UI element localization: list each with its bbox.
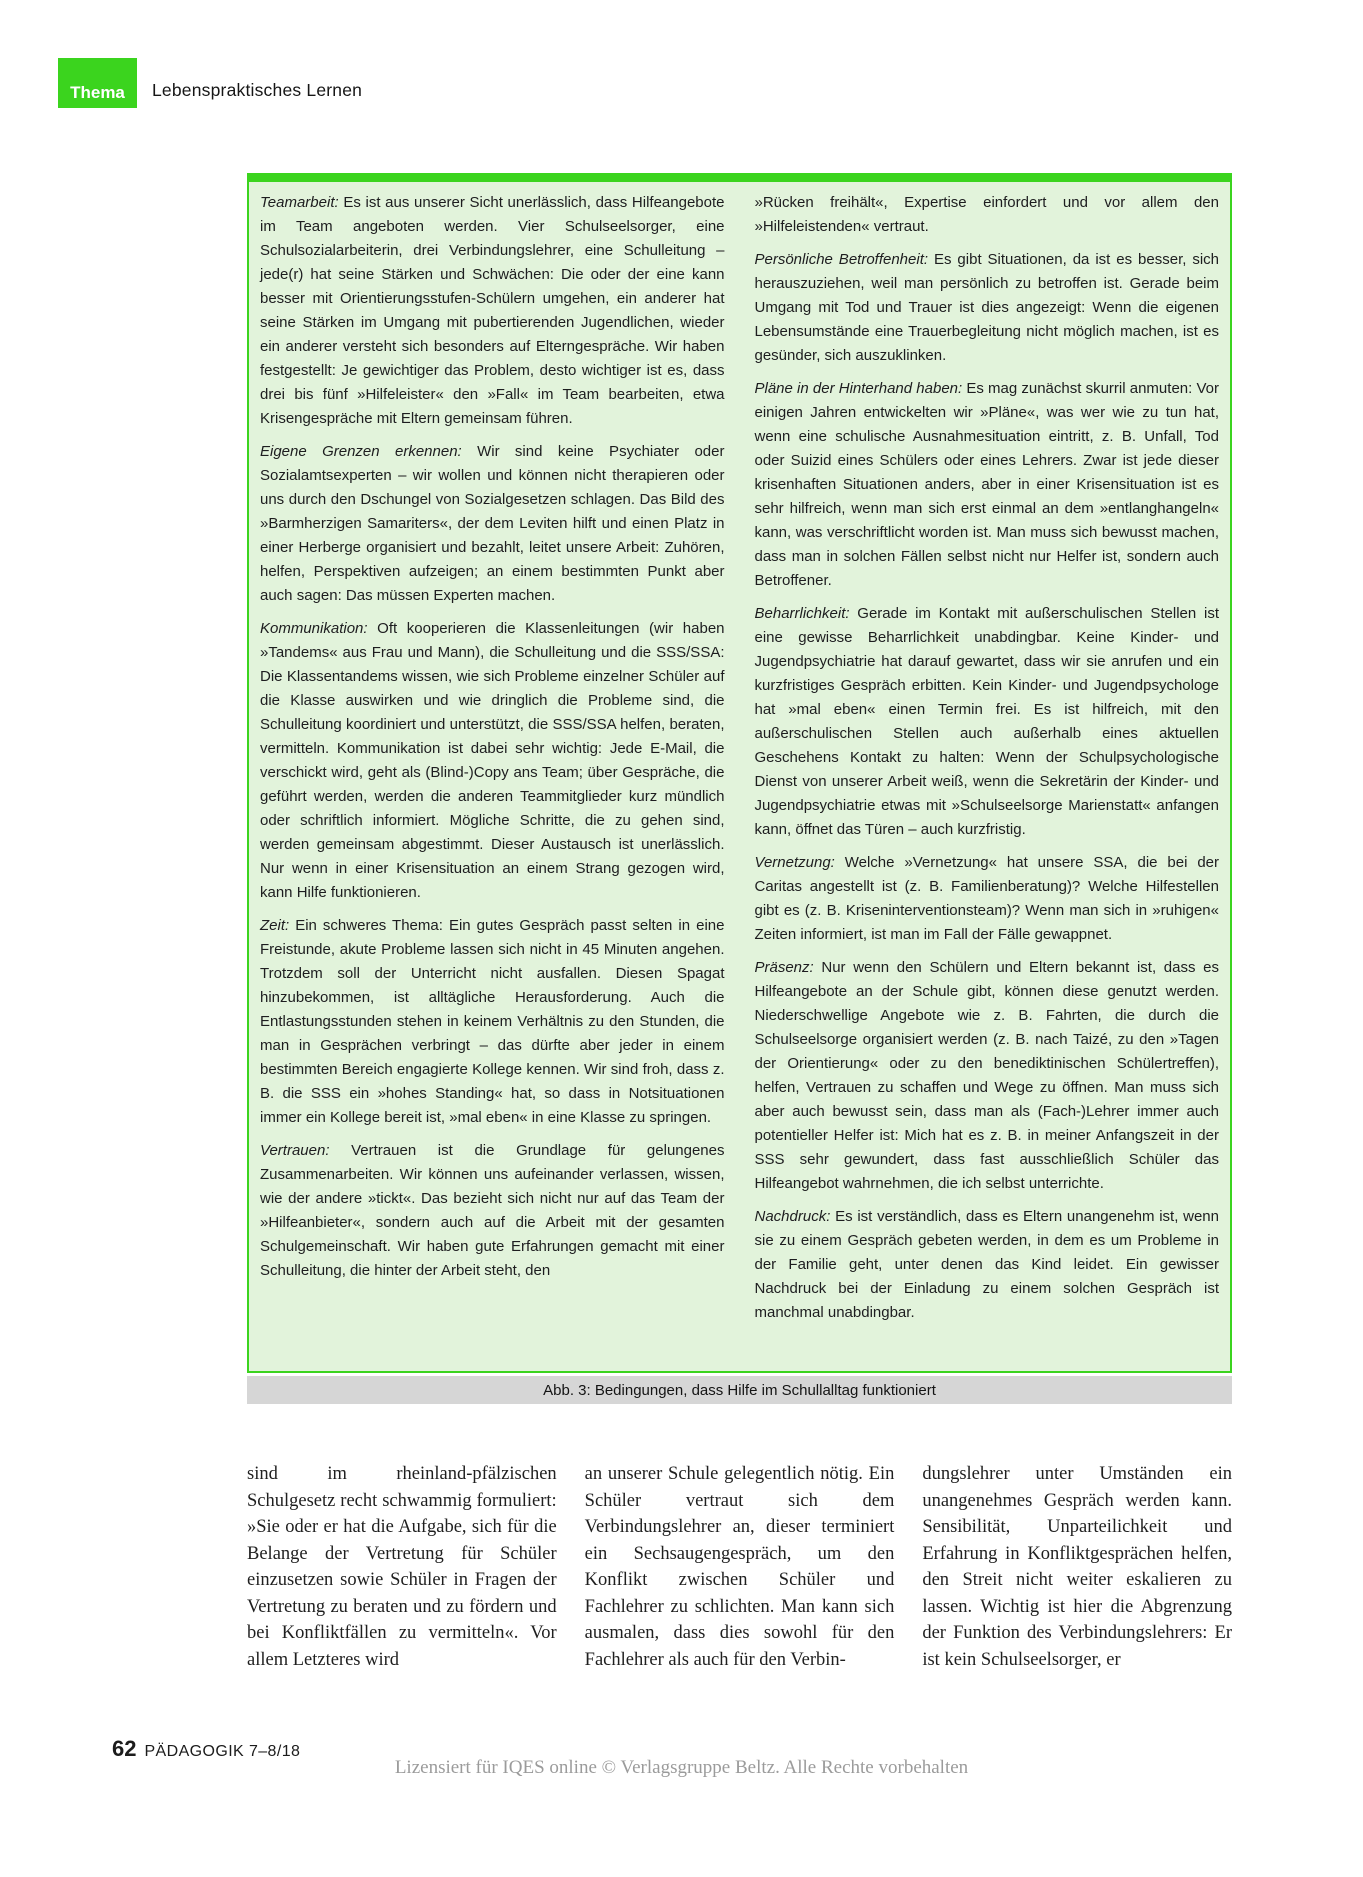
paragraph-text: Ein schweres Thema: Ein gutes Gespräch passt selten in eine Freistunde, akute Probleme lassen sich nicht in 45 Minuten angehen. Trotzdem soll der Unterricht nicht ausfallen. Diesen Spagat hinzubekommen, ist alltägliche Herausforderung. Auch die Entlastungsstunden stehen in keinem Verhältnis zu den Stunden, die man in Gesprächen verbringt – das dürfte aber jeder in einem bestimmten Bereich engagierte Kollege kennen. Wir sind froh, dass z. B. die SSS ein »hohes Standing« hat, so dass in Notsituationen immer ein Kollege bereit ist, »mal eben« in eine Klasse zu springen. <box>260 917 725 1126</box>
paragraph-text: Welche »Vernetzung« hat unsere SSA, die bei der Caritas angestellt ist (z. B. Familienberatung)? Welche Hilfestellen gibt es (z. B. Kriseninterventionsteam)? Wenn man sich in »ruhigen« Zeiten informiert, ist man im Fall der Fälle gewappnet. <box>754 854 1220 943</box>
thema-badge-label: Thema <box>70 83 125 102</box>
infobox-paragraph <box>755 377 1220 593</box>
info-box <box>247 173 1232 1373</box>
paragraph-lead: Vertrauen: <box>260 1142 352 1159</box>
info-box-left-column <box>260 191 725 1365</box>
page-title: Lebenspraktisches Lernen <box>152 80 363 100</box>
paragraph-lead: Zeit: <box>260 917 296 934</box>
paragraph-text: Nur wenn den Schülern und Eltern bekannt ist, dass es Hilfeangebote an der Schule gibt, können diese genutzt werden. Niederschwellige Angebote wie z. B. Fahrten, die durch die Schulseelsorge organisiert werden (z. B. nach Taizé, zu den »Tagen der Orientierung« oder zu den benediktinischen Schülertreffen), helfen, Vertrauen zu schaffen und Wege zu öffnen. Man muss sich aber auch bewusst sein, dass man als (Fach-)Lehrer immer auch potentieller Helfer ist: Mich hat es z. B. in meiner Anfangszeit in der SSS sehr gewundert, dass fast ausschließlich Schüler das Hilfeangebot wahrnehmen, die ich selbst unterrichte. <box>754 959 1219 1192</box>
paragraph-lead: Teamarbeit: <box>260 194 344 211</box>
paragraph-text: Es ist verständlich, dass es Eltern unangenehm ist, wenn sie zu einem Gespräch gebeten werden, in dem es um Probleme in der Familie geht, unter denen das Kind leidet. Ein gewisser Nachdruck bei der Einladung zu einem solchen Gespräch ist manchmal unabdingbar. <box>754 1208 1219 1321</box>
journal-issue-label: PÄDAGOGIK 7–8/18 <box>144 1743 301 1760</box>
paragraph-lead: Vernetzung: <box>754 854 845 871</box>
infobox-paragraph <box>260 1139 725 1283</box>
paragraph-lead: Persönliche Betroffenheit: <box>754 251 934 268</box>
article-column-1: sind im rheinland-pfälzischen Schulgesetz recht schwammig formuliert: »Sie oder er hat die Aufgabe, sich für die Belange der Vertretung für Schüler einzusetzen sowie Schüler in Fragen der Vertretung zu beraten und zu fördern und bei Konfliktfällen zu vermitteln«. Vor allem Letzteres wird <box>247 1464 557 1670</box>
paragraph-lead: Kommunikation: <box>260 620 378 637</box>
paragraph-text: Es gibt Situationen, da ist es besser, sich herauszuziehen, weil man persönlich zu betroffen ist. Gerade beim Umgang mit Tod und Trauer ist dies angezeigt: Wenn die eigenen Lebensumstände eine Trauerbegleitung nicht möglich machen, ist es gesünder, sich auszuklinken. <box>754 251 1220 364</box>
paragraph-text: Gerade im Kontakt mit außerschulischen Stellen ist eine gewisse Beharrlichkeit unabdingbar. Keine Kinder- und Jugendpsychiatrie hat darauf gewartet, dass wir sie anrufen und ein kurzfristiges Gespräch erbitten. Kein Kinder- und Jugendpsychologe hat »mal eben« einen Termin frei. Es ist hilfreich, mit den außerschulischen Stellen auch außerhalb eines aktuellen Geschehens Kontakt zu halten: Wenn der Schulpsychologische Dienst von unserer Arbeit weiß, wenn die Sekretärin der Kinder- und Jugendpsychiatrie etwas mit »Schulseelsorge Marienstatt« anfangen kann, öffnet das Türen – auch kurzfristig. <box>754 605 1219 838</box>
article-column-3: dungslehrer unter Umständen ein unangenehmes Gespräch werden kann. Sensibilität, Unparteilichkeit und Erfahrung in Konfliktgesprächen helfen, den Streit nicht weiter eskalieren zu lassen. Wichtig ist hier die Abgrenzung der Funktion des Verbindungslehrers: Er ist kein Schulseelsorger, er <box>922 1464 1233 1670</box>
infobox-paragraph <box>755 602 1220 842</box>
paragraph-text: »Rücken freihält«, Expertise einfordert und vor allem den »Hilfeleistenden« vertraut. <box>754 194 1219 235</box>
paragraph-lead: Präsenz: <box>754 959 822 976</box>
paragraph-lead: Eigene Grenzen erkennen: <box>260 443 478 460</box>
infobox-paragraph <box>260 440 725 608</box>
infobox-paragraph <box>755 1205 1220 1325</box>
infobox-paragraph <box>755 248 1220 368</box>
thema-badge <box>58 58 137 108</box>
paragraph-text: Oft kooperieren die Klassenleitungen (wir haben »Tandems« aus Frau und Mann), die Schulleitung und die SSS/SSA: Die Klassentandems wissen, wie sich Probleme einzelner Schüler auf die Klasse auswirken und wie dringlich die Probleme sind, die Schulleitung koordiniert und unterstützt, die SSS/SSA helfen, beraten, vermitteln. Kommunikation ist dabei sehr wichtig: Jede E-Mail, die verschickt wird, geht als (Blind-)Copy ans Team; über Gespräche, die geführt werden, werden die anderen Teammitglieder kurz mündlich oder schriftlich informiert. Mögliche Schritte, die zu gehen sind, werden gemeinsam abgestimmt. Dieser Austausch ist unerlässlich. Nur wenn in einer Krisensituation an einem Strang gezogen wird, kann Hilfe funktionieren. <box>260 620 725 901</box>
paragraph-text: Wir sind keine Psychiater oder Sozialamtsexperten – wir wollen und können nicht therapieren oder uns durch den Dschungel von Sozialgesetzen schlagen. Das Bild des »Barmherzigen Samariters«, der dem Leviten hilft und einen Platz in einer Herberge organisiert und bezahlt, leitet unsere Arbeit: Zuhören, helfen, Perspektiven aufzeigen; an einem bestimmten Punkt aber auch sagen: Das müssen Experten machen. <box>260 443 725 604</box>
page-number: 62 <box>112 1736 137 1761</box>
article-column-2: an unserer Schule gelegentlich nötig. Ein Schüler vertraut sich dem Verbindungslehrer an, dieser terminiert ein Sechsaugengespräch, um den Konflikt zwischen Schüler und Fachlehrer zu schlichten. Man kann sich ausmalen, dass dies sowohl für den Fachlehrer als auch für den Verbin- <box>584 1464 895 1670</box>
figure-caption-bar <box>247 1376 1232 1404</box>
figure-caption: Abb. 3: Bedingungen, dass Hilfe im Schullalltag funktioniert <box>543 1381 936 1399</box>
paragraph-lead: Beharrlichkeit: <box>754 605 858 622</box>
infobox-paragraph <box>755 191 1220 239</box>
infobox-paragraph <box>755 851 1220 947</box>
infobox-paragraph <box>260 617 725 905</box>
license-notice: Lizensiert für IQES online © Verlagsgruppe Beltz. Alle Rechte vorbehalten <box>394 1757 969 1778</box>
infobox-paragraph <box>260 191 725 431</box>
info-box-right-column <box>755 191 1220 1365</box>
paragraph-text: Vertrauen ist die Grundlage für gelungenes Zusammenarbeiten. Wir können uns aufeinander verlassen, wissen, wie der andere »tickt«. Das bezieht sich nicht nur auf das Team der »Hilfeanbieter«, sondern auch auf die Arbeit mit der gesamten Schulgemeinschaft. Wir haben gute Erfahrungen gemacht mit einer Schulleitung, die hinter der Arbeit steht, den <box>260 1142 725 1279</box>
article-body <box>247 1461 1232 1673</box>
paragraph-lead: Pläne in der Hinterhand haben: <box>754 380 967 397</box>
paragraph-text: Es mag zunächst skurril anmuten: Vor einigen Jahren entwickelten wir »Pläne«, was wer wie zu tun hat, wenn eine schulische Ausnahmesituation eintritt, z. B. Unfall, Tod oder Suizid eines Schülers oder eines Lehrers. Zwar ist jede dieser krisenhaften Situationen anders, aber in einer Krisensituation ist es sehr hilfreich, wenn man sich erst einmal an dem »entlanghangeln« kann, was verschriftlicht worden ist. Man muss sich bewusst machen, dass man in solchen Fällen selbst nicht nur Helfer ist, sondern auch Betroffener. <box>754 380 1219 589</box>
infobox-paragraph <box>755 956 1220 1196</box>
paragraph-text: Es ist aus unserer Sicht unerlässlich, dass Hilfeangebote im Team angeboten werden. Vier Schulseelsorger, eine Schulsozialarbeiterin, drei Verbindungslehrer, eine Schulleitung – jede(r) hat seine Stärken und Schwächen: Die oder der eine kann besser mit Orientierungsstufen-Schülern umgehen, ein anderer hat seine Stärken im Umgang mit pubertierenden Jugendlichen, wieder ein anderer versteht sich besonders auf Elterngespräche. Wir haben festgestellt: Je gewichtiger das Problem, desto wichtiger ist es, dass drei bis fünf »Hilfeleister« den »Fall« im Team bearbeiten, etwa Krisengespräche mit Eltern gemeinsam führen. <box>260 194 725 427</box>
infobox-paragraph <box>260 914 725 1130</box>
paragraph-lead: Nachdruck: <box>754 1208 836 1225</box>
